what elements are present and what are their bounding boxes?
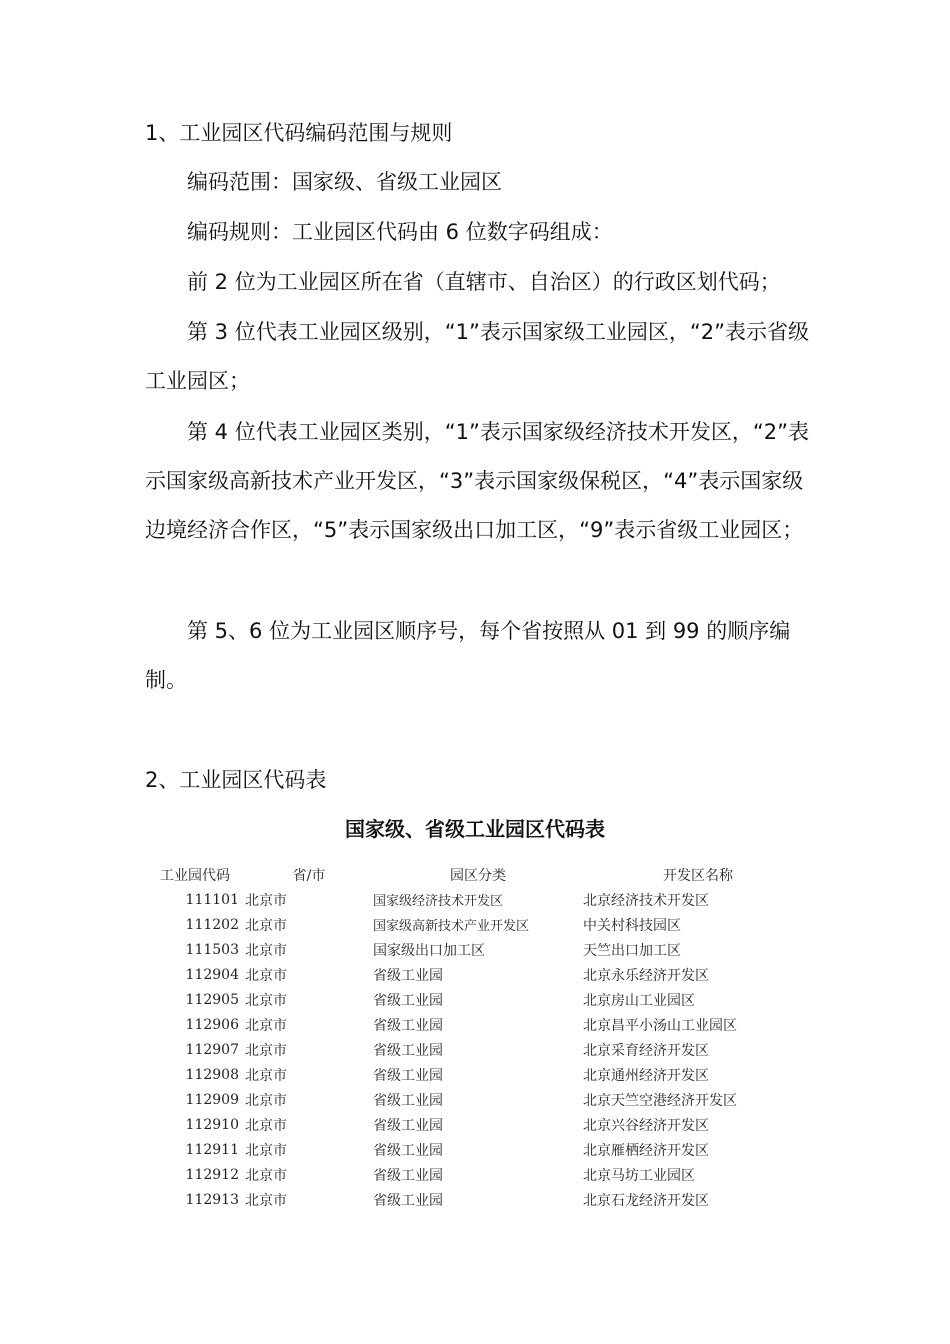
cell-code: 112908 — [185, 1066, 239, 1083]
column-header-category: 园区分类 — [450, 867, 506, 884]
cell-category: 省级工业园 — [373, 1042, 443, 1059]
column-header-code: 工业园代码 — [160, 867, 230, 884]
rule-paragraph: 编码规则：工业园区代码由 6 位数字码组成： — [187, 220, 613, 244]
table-row — [145, 1137, 813, 1162]
cell-province: 北京市 — [245, 892, 287, 909]
cell-category: 省级工业园 — [373, 1017, 443, 1034]
table-row — [145, 887, 813, 912]
cell-province: 北京市 — [245, 942, 287, 959]
cell-province: 北京市 — [245, 1067, 287, 1084]
cell-name: 天竺出口加工区 — [583, 942, 681, 959]
third-digit-paragraph: 第 3 位代表工业园区级别，“1”表示国家级工业园区，“2”表示省级工业园区； — [145, 320, 809, 393]
section-1-heading: 1、工业园区代码编码范围与规则 — [145, 121, 453, 145]
cell-category: 省级工业园 — [373, 1117, 443, 1134]
cell-category: 国家级高新技术产业开发区 — [373, 919, 530, 934]
cell-name: 北京采育经济开发区 — [583, 1042, 709, 1059]
table-row — [145, 962, 813, 987]
cell-province: 北京市 — [245, 1167, 287, 1184]
first-two-digits-paragraph: 前 2 位为工业园区所在省（直辖市、自治区）的行政区划代码； — [187, 270, 781, 294]
table-header-row — [145, 862, 813, 887]
cell-name: 中关村科技园区 — [583, 917, 681, 934]
cell-province: 北京市 — [245, 917, 287, 934]
cell-name: 北京永乐经济开发区 — [583, 967, 709, 984]
cell-code: 112911 — [185, 1141, 239, 1158]
cell-category: 省级工业园 — [373, 1067, 443, 1084]
table-row — [145, 1087, 813, 1112]
park-code-table — [145, 862, 813, 1212]
cell-code: 112907 — [185, 1041, 239, 1058]
cell-code: 112913 — [185, 1191, 239, 1208]
cell-category: 省级工业园 — [373, 992, 443, 1009]
cell-code: 112905 — [185, 991, 239, 1008]
cell-code: 112906 — [185, 1016, 239, 1033]
cell-name: 北京房山工业园区 — [583, 992, 695, 1009]
fifth-sixth-digit-paragraph: 第 5、6 位为工业园区顺序号，每个省按照从 01 到 99 的顺序编制。 — [145, 619, 791, 692]
table-row — [145, 1037, 813, 1062]
cell-code: 111101 — [185, 891, 239, 908]
cell-category: 省级工业园 — [373, 1142, 443, 1159]
cell-province: 北京市 — [245, 1092, 287, 1109]
cell-category: 省级工业园 — [373, 1167, 443, 1184]
table-row — [145, 1187, 813, 1212]
cell-code: 112909 — [185, 1091, 239, 1108]
cell-name: 北京雁栖经济开发区 — [583, 1142, 709, 1159]
cell-name: 北京通州经济开发区 — [583, 1067, 709, 1084]
scope-paragraph: 编码范围：国家级、省级工业园区 — [187, 170, 502, 194]
table-row — [145, 987, 813, 1012]
cell-province: 北京市 — [245, 967, 287, 984]
section-2-heading: 2、工业园区代码表 — [145, 768, 327, 792]
cell-code: 112904 — [185, 966, 239, 983]
cell-code: 112912 — [185, 1166, 239, 1183]
column-header-name: 开发区名称 — [663, 867, 733, 884]
cell-name: 北京马坊工业园区 — [583, 1167, 695, 1184]
cell-name: 北京石龙经济开发区 — [583, 1192, 709, 1209]
cell-name: 北京天竺空港经济开发区 — [583, 1092, 737, 1109]
cell-code: 111202 — [185, 916, 239, 933]
table-row — [145, 1112, 813, 1137]
cell-name: 北京兴谷经济开发区 — [583, 1117, 709, 1134]
fourth-digit-paragraph: 第 4 位代表工业园区类别，“1”表示国家级经济技术开发区，“2”表示国家级高新技术产业开发区，“3”表示国家级保税区，“4”表示国家级边境经济合作区，“5”表示国家级出口加工区，“9”表示省级工业园区； — [145, 420, 809, 542]
cell-category: 省级工业园 — [373, 1192, 443, 1209]
table-row — [145, 1012, 813, 1037]
cell-category: 国家级经济技术开发区 — [373, 894, 504, 909]
cell-category: 省级工业园 — [373, 967, 443, 984]
cell-province: 北京市 — [245, 1192, 287, 1209]
cell-code: 112910 — [185, 1116, 239, 1133]
cell-province: 北京市 — [245, 1042, 287, 1059]
cell-category: 国家级出口加工区 — [373, 942, 485, 959]
cell-code: 111503 — [185, 941, 239, 958]
cell-province: 北京市 — [245, 1142, 287, 1159]
table-row — [145, 912, 813, 937]
table-title: 国家级、省级工业园区代码表 — [345, 817, 605, 841]
cell-name: 北京经济技术开发区 — [583, 892, 709, 909]
table-row — [145, 937, 813, 962]
table-row — [145, 1062, 813, 1087]
table-row — [145, 1162, 813, 1187]
cell-name: 北京昌平小汤山工业园区 — [583, 1017, 737, 1034]
column-header-province: 省/市 — [292, 867, 326, 884]
cell-province: 北京市 — [245, 1017, 287, 1034]
cell-province: 北京市 — [245, 1117, 287, 1134]
cell-category: 省级工业园 — [373, 1092, 443, 1109]
cell-province: 北京市 — [245, 992, 287, 1009]
